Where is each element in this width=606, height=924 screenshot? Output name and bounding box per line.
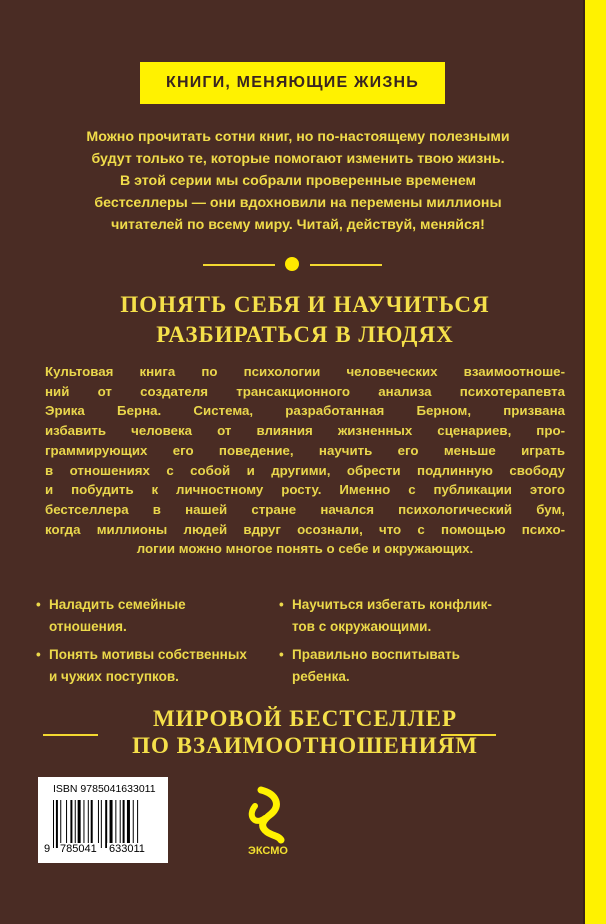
barcode-bar: [66, 800, 67, 848]
tagline-line: ПО ВЗАИМООТНОШЕНИЯМ: [132, 733, 478, 758]
barcode-bar: [88, 800, 89, 848]
barcode-bar: [105, 800, 107, 848]
barcode-bar: [91, 800, 93, 848]
description-line: логии можно многое понять о себе и окружающих.: [136, 541, 474, 557]
series-label: КНИГИ, МЕНЯЮЩИЕ ЖИЗНЬ: [140, 62, 445, 104]
intro-line: будут только те, которые помогают изменить твою жизнь.: [91, 151, 505, 167]
description-line: ний от создателя трансакционного анализа психотерапевта: [45, 383, 565, 399]
bullet-dot: •: [36, 597, 41, 612]
intro-line: бестселлеры — они вдохновили на перемены миллионы: [94, 195, 502, 211]
divider-line-right: [310, 264, 382, 266]
barcode-bar: [75, 800, 76, 848]
bullet-dot: •: [279, 647, 284, 662]
barcode-bar: [53, 800, 54, 848]
publisher-logo: [233, 786, 303, 861]
barcode-bar: [123, 800, 125, 848]
barcode-bar: [98, 800, 99, 848]
bullet-text: Понять мотивы собственных: [49, 647, 247, 662]
barcode-bar: [78, 800, 81, 848]
bullet-text: тов с окружающими.: [292, 619, 432, 634]
headline-line: ПОНЯТЬ СЕБЯ И НАУЧИТЬСЯ: [120, 292, 490, 317]
barcode-bar: [137, 800, 138, 848]
bullet-text: и чужих поступков.: [49, 669, 179, 684]
barcode-bars: [53, 800, 158, 848]
tagline-line: МИРОВОЙ БЕСТСЕЛЛЕР: [152, 706, 458, 731]
bullet-dot: •: [279, 597, 284, 612]
intro-line: В этой серии мы собрали проверенные временем: [119, 173, 477, 189]
barcode-bar: [133, 800, 134, 848]
bullet-dot: •: [36, 647, 41, 662]
bullet-item: [279, 644, 460, 688]
barcode-bar: [56, 800, 58, 848]
description-line: избавить человека от влияния жизненных сценариев, про-: [45, 423, 565, 439]
bullet-text: Правильно воспитывать: [292, 647, 460, 662]
description-line: Культовая книга по психологии человеческих взаимоотноше-: [45, 364, 565, 379]
eksmo-logo-icon: [233, 786, 303, 846]
barcode-bar: [83, 800, 84, 848]
barcode-digit: 9: [44, 843, 51, 855]
description-line: граммирующих его поведение, научить его меньше играть: [45, 442, 565, 458]
barcode-bar: [115, 800, 116, 848]
description-line: когда миллионы людей вдруг осознали, что с помощью психо-: [45, 521, 565, 537]
barcode-digit: 785041: [60, 843, 97, 855]
bullet-text: Научиться избегать конфлик-: [292, 597, 492, 612]
description-line: и побудить к личностному росту. Именно с публикации этого: [45, 482, 565, 498]
barcode-bar: [60, 800, 61, 848]
headline: [40, 290, 570, 350]
barcode-digits: [44, 843, 164, 855]
intro-line: читателей по всему миру. Читай, действуй, меняйся!: [111, 217, 485, 233]
tagline: [40, 705, 570, 759]
barcode-bar: [127, 800, 130, 848]
publisher-name: ЭКСМО: [248, 845, 288, 857]
bullet-text: отношения.: [49, 619, 127, 634]
bullet-item: [36, 644, 247, 688]
barcode-bar: [101, 800, 102, 848]
isbn-barcode: [38, 777, 168, 863]
divider-line-left: [203, 264, 275, 266]
bullet-item: [36, 594, 186, 638]
bullet-text: Наладить семейные: [49, 597, 186, 612]
barcode-bar: [120, 800, 121, 848]
bullet-text: ребенка.: [292, 669, 350, 684]
series-intro: [60, 126, 536, 236]
description-line: бестселлера в нашей стране начался психологический бум,: [45, 501, 565, 517]
bullet-item: [279, 594, 492, 638]
barcode-digit: 633011: [109, 843, 145, 855]
description-line: Эрика Берна. Система, разработанная Берном, призвана: [45, 403, 565, 419]
divider-dot: [285, 257, 299, 271]
barcode-bar: [70, 800, 72, 848]
description-line: в отношениях с собой и другими, обрести подлинную свободу: [45, 462, 565, 478]
barcode-bar: [110, 800, 113, 848]
isbn-text: ISBN 9785041633011: [53, 783, 156, 795]
spine-stripe: [583, 0, 606, 924]
description: [45, 362, 565, 559]
headline-line: РАЗБИРАТЬСЯ В ЛЮДЯХ: [156, 322, 454, 347]
intro-line: Можно прочитать сотни книг, но по-настоящему полезными: [86, 129, 510, 145]
